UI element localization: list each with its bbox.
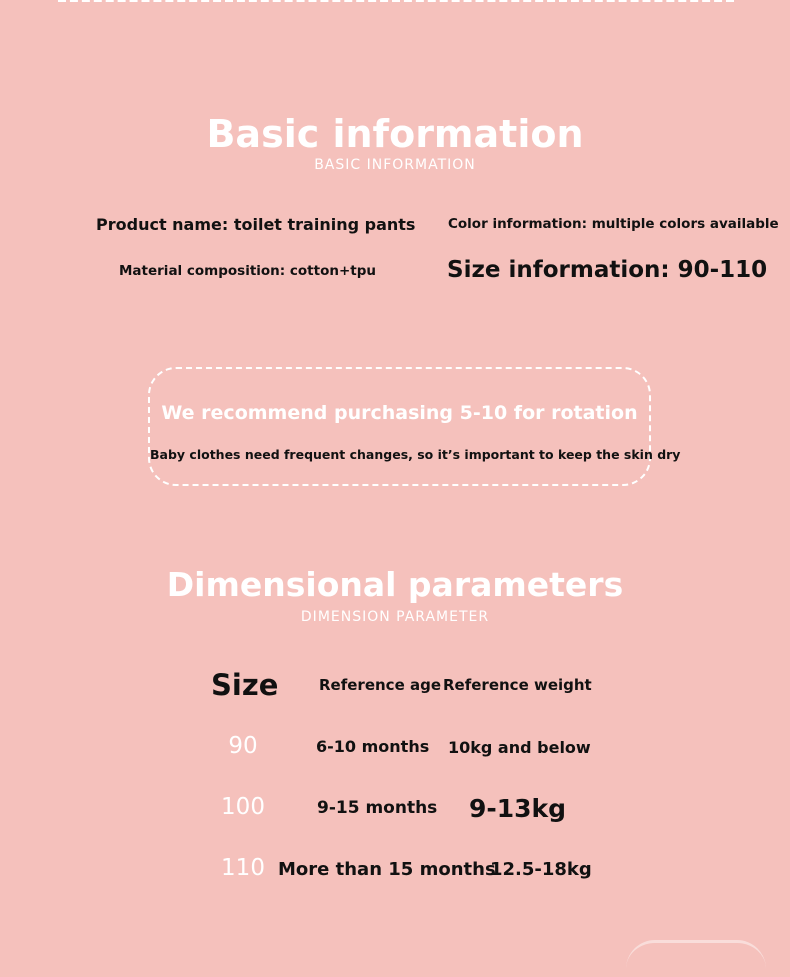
recommendation-note: Baby clothes need frequent changes, so it’s important to keep the skin dry bbox=[150, 447, 681, 462]
row-weight: 12.5-18kg bbox=[490, 859, 592, 880]
basic-info-subtitle: BASIC INFORMATION bbox=[314, 157, 476, 173]
row-weight: 10kg and below bbox=[448, 738, 591, 757]
header-size: Size bbox=[211, 668, 279, 702]
recommendation-title: We recommend purchasing 5-10 for rotation bbox=[161, 402, 638, 424]
material-composition: Material composition: cotton+tpu bbox=[119, 263, 376, 279]
row-size: 90 bbox=[228, 733, 258, 759]
dimensions-title: Dimensional parameters bbox=[166, 565, 624, 604]
dimensions-subtitle: DIMENSION PARAMETER bbox=[300, 609, 490, 625]
header-reference-weight: Reference weight bbox=[443, 676, 592, 694]
header-reference-age: Reference age bbox=[319, 676, 441, 694]
row-size: 110 bbox=[221, 855, 265, 881]
color-info: Color information: multiple colors available bbox=[448, 216, 779, 232]
row-age: 9-15 months bbox=[317, 798, 438, 818]
row-weight: 9-13kg bbox=[469, 794, 567, 823]
decorative-swoosh bbox=[626, 940, 766, 969]
size-info: Size information: 90-110 bbox=[447, 257, 768, 283]
row-age: 6-10 months bbox=[316, 737, 430, 756]
basic-info-title: Basic information bbox=[206, 112, 584, 156]
top-dashed-divider bbox=[58, 0, 734, 2]
recommendation-box bbox=[148, 367, 681, 486]
product-name: Product name: toilet training pants bbox=[96, 215, 416, 234]
row-age: More than 15 months bbox=[278, 859, 496, 880]
row-size: 100 bbox=[221, 794, 265, 820]
